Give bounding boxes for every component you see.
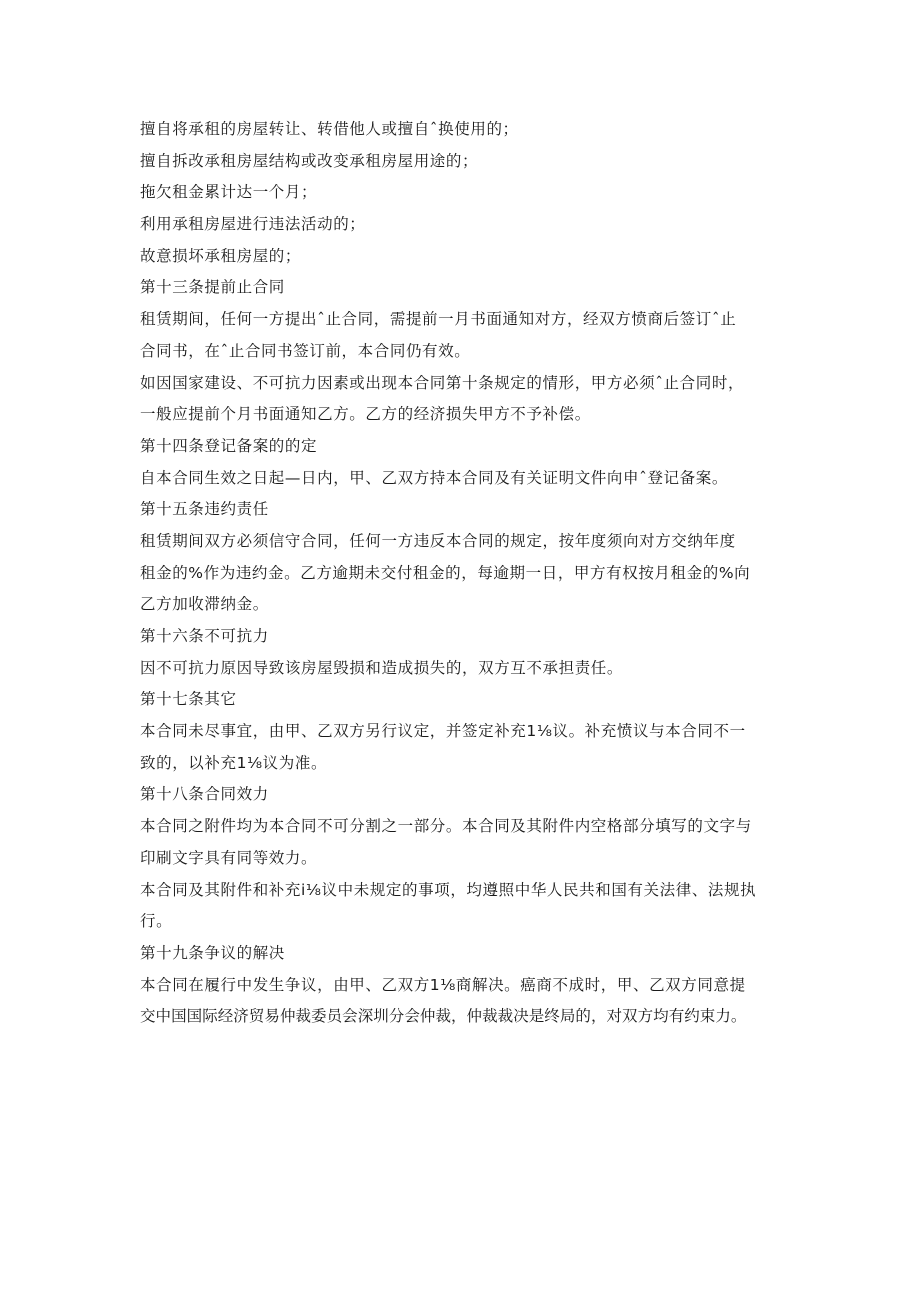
text-line: 租赁期间双方必须信守合同，任何一方违反本合同的规定，按年度须向对方交纳年度 bbox=[140, 531, 736, 550]
text-line: 本合同及其附件和补充i⅛议中未规定的事项，均遵照中华人民共和国有关法律、法规执 bbox=[140, 880, 757, 899]
text-line: 行。 bbox=[140, 912, 173, 931]
text-line: 自本合同生效之日起—日内，甲、乙双方持本合同及有关证明文件向申ˆ登记备案。 bbox=[140, 468, 728, 487]
text-line: 印刷文字具有同等效力。 bbox=[140, 848, 318, 867]
text-line: 一般应提前个月书面通知乙方。乙方的经济损失甲方不予补偿。 bbox=[140, 405, 591, 424]
text-line: 如因国家建设、不可抗力因素或出现本合同第十条规定的情形，甲方必须ˆ止合同时， bbox=[140, 373, 745, 392]
article-heading: 第十六条不可抗力 bbox=[140, 627, 269, 645]
article-heading: 第十八条合同效力 bbox=[140, 785, 269, 804]
article-heading: 第十三条提前止合同 bbox=[140, 278, 285, 297]
text-line: 擅自将承租的房屋转让、转借他人或擅自ˆ换使用的； bbox=[140, 120, 519, 138]
text-line: 租赁期间，任何一方提出ˆ止合同，需提前一月书面通知对方，经双方愤商后签订ˆ止 bbox=[140, 310, 737, 329]
text-line: 利用承租房屋进行违法活动的； bbox=[140, 215, 366, 234]
text-line: 交中国国际经济贸易仲裁委员会深圳分会仲裁，仲裁裁决是终局的，对双方均有约束力。 bbox=[140, 1007, 747, 1026]
text-line: 本合同之附件均为本合同不可分割之一部分。本合同及其附件内空格部分填写的文字与 bbox=[140, 817, 752, 836]
text-line: 合同书，在ˆ止合同书签订前，本合同仍有效。 bbox=[140, 341, 471, 360]
text-line: 乙方加收滞纳金。 bbox=[140, 595, 269, 614]
text-line: 因不可抗力原因导致该房屋毁损和造成损失的，双方互不承担责任。 bbox=[140, 658, 624, 677]
article-heading: 第十九条争议的解决 bbox=[140, 943, 285, 962]
text-line: 致的，以补充1⅛议为准。 bbox=[140, 753, 328, 772]
article-heading: 第十四条登记备案的的定 bbox=[140, 436, 318, 455]
article-heading: 第十七条其它 bbox=[140, 690, 237, 709]
text-line: 本合同未尽事宜，由甲、乙双方另行议定，并签定补充1⅛议。补充愤议与本合同不一 bbox=[140, 722, 746, 741]
text-line: 擅自拆改承租房屋结构或改变承租房屋用途的； bbox=[140, 151, 479, 170]
article-heading: 第十五条违约责任 bbox=[140, 500, 269, 519]
text-line: 租金的%作为违约金。乙方逾期未交付租金的，每逾期一日，甲方有权按月租金的%向 bbox=[140, 563, 751, 582]
text-line: 故意损坏承租房屋的； bbox=[140, 246, 302, 265]
document-page bbox=[140, 114, 800, 1033]
text-line: 拖欠租金累计达一个月； bbox=[140, 183, 318, 202]
text-line: 本合同在履行中发生争议，由甲、乙双方1⅛商解决。癌商不成时，甲、乙双方同意提 bbox=[140, 975, 746, 994]
